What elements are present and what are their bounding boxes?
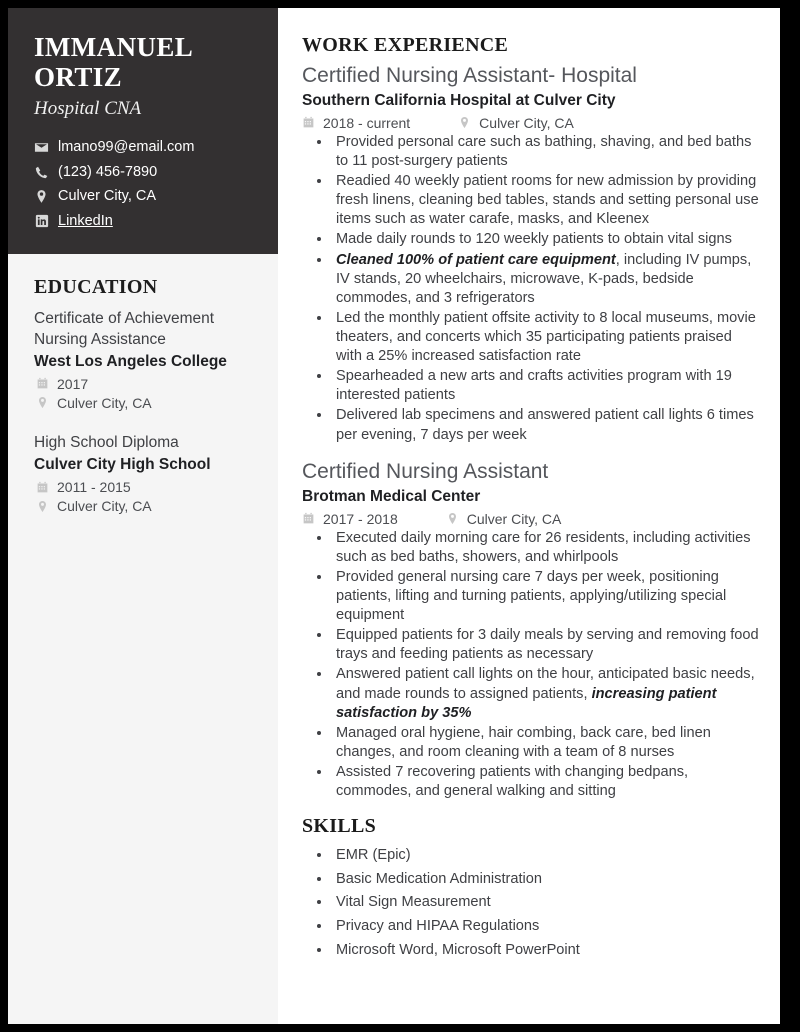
linkedin-icon — [34, 214, 49, 229]
job-employer: Brotman Medical Center — [302, 487, 481, 505]
bullet-post: , including IV pumps, IV stands, 20 wheelchairs, microwave, K-pads, bedside commodes, and 3 refrigerators — [336, 251, 752, 306]
calendar-icon — [36, 377, 49, 390]
candidate-headline: Hospital CNA — [34, 98, 142, 120]
education-location-row — [34, 395, 252, 411]
map-pin-icon — [36, 396, 49, 409]
map-pin-icon — [458, 116, 471, 129]
contact-email[interactable] — [34, 136, 252, 158]
bullet-pre: Answered patient call lights on the hour, anticipated basic needs, and made rounds to assigned patients, — [336, 666, 755, 702]
envelope-icon — [34, 140, 49, 155]
map-pin-icon — [36, 500, 49, 513]
education-location: Culver City, CA — [57, 394, 152, 411]
sidebar-header — [8, 8, 278, 254]
bullet-item — [332, 568, 760, 625]
bullet-post: Readied 40 weekly patient rooms for new admission by providing fresh linens, cleaning bed tables, stands and setting personal use items such as water carafe, masks, and Kleenex — [336, 173, 759, 228]
skill-item: • Privacy and HIPAA Regulations — [332, 915, 760, 939]
contact-linkedin-label: LinkedIn — [58, 212, 113, 229]
bullet-post: Provided general nursing care 7 days per week, positioning patients, lifting and turning patients, applying/utilizing special equipment — [336, 568, 727, 624]
job-role: Certified Nursing Assistant — [302, 459, 549, 483]
job-location: Culver City, CA — [479, 114, 574, 131]
bullet-item — [332, 529, 760, 567]
map-pin-icon — [446, 512, 459, 525]
bullet-item — [332, 665, 760, 722]
education-dates-row — [34, 479, 252, 495]
contact-location-label: Culver City, CA — [58, 188, 157, 205]
bullet-item — [332, 133, 760, 171]
candidate-name: IMMANUEL ORTIZ — [34, 32, 192, 93]
bullet-item — [332, 172, 760, 229]
contact-linkedin[interactable] — [34, 210, 252, 232]
education-section-title: EDUCATION — [34, 276, 158, 299]
education-school: West Los Angeles College — [34, 353, 227, 371]
bullet-item — [332, 763, 760, 801]
education-entry — [34, 309, 252, 411]
sidebar-body — [8, 254, 278, 1024]
resume-page — [8, 8, 780, 1024]
job-entry — [302, 459, 760, 801]
skills-section — [302, 815, 760, 962]
job-role: Certified Nursing Assistant- Hospital — [302, 64, 637, 87]
bullet-item — [332, 230, 760, 249]
contact-location — [34, 185, 252, 207]
work-experience-title: WORK EXPERIENCE — [302, 34, 509, 56]
bullet-item — [332, 406, 760, 444]
education-dates: 2017 — [57, 375, 89, 392]
job-dates: 2018 - current — [323, 114, 411, 131]
job-dates-cell — [302, 511, 398, 527]
job-location-cell — [446, 511, 562, 527]
bullet-item — [332, 626, 760, 664]
education-location-row — [34, 498, 252, 514]
job-bullets — [302, 529, 760, 802]
bullet-emphasis: Cleaned 100% of patient care equipment — [336, 251, 616, 268]
job-location: Culver City, CA — [466, 510, 562, 527]
skill-item: • Basic Medication Administration — [332, 868, 760, 892]
calendar-icon — [302, 116, 315, 129]
bullet-post: Assisted 7 recovering patients with changing bedpans, commodes, and general walking and sitting — [336, 763, 689, 800]
skill-item: • Vital Sign Measurement — [332, 891, 760, 915]
bullet-post: Managed oral hygiene, hair combing, back care, bed linen changes, and room cleaning with a team of 8 nurses — [336, 724, 711, 760]
calendar-icon — [36, 481, 49, 494]
contact-email-label: lmano99@email.com — [58, 139, 195, 156]
bullet-item — [332, 367, 760, 405]
contact-list — [34, 136, 252, 232]
education-degree: Certificate of Achievement Nursing Assistance — [34, 310, 215, 348]
main-column — [278, 8, 780, 1024]
bullet-post: Made daily rounds to 120 weekly patients to obtain vital signs — [336, 231, 732, 248]
calendar-icon — [302, 512, 315, 525]
education-dates: 2011 - 2015 — [57, 479, 131, 496]
job-bullets — [302, 133, 760, 445]
bullet-post: Executed daily morning care for 26 residents, including activities such as bed baths, showers, and whirlpools — [336, 529, 751, 565]
bullet-post: Equipped patients for 3 daily meals by serving and removing food trays and feeding patients as necessary — [336, 627, 759, 663]
skill-item: • Microsoft Word, Microsoft PowerPoint — [332, 939, 760, 963]
bullet-item — [332, 724, 760, 762]
education-degree: High School Diploma — [34, 433, 179, 451]
education-school: Culver City High School — [34, 456, 211, 474]
job-meta-row — [302, 511, 760, 527]
bullet-post: Led the monthly patient offsite activity to 8 local museums, movie theaters, and concerts which 35 participating patients praised with a 25% increased satisfaction rate — [336, 309, 756, 365]
bullet-post: Spearheaded a new arts and crafts activities program with 19 interested patients — [336, 368, 732, 404]
contact-phone[interactable] — [34, 161, 252, 183]
bullet-item — [332, 251, 760, 308]
bullet-post: Provided personal care such as bathing, shaving, and bed baths to 11 post-surgery patients — [336, 133, 752, 170]
skill-item: • EMR (Epic) — [332, 844, 760, 868]
contact-phone-label: (123) 456-7890 — [58, 163, 158, 180]
job-location-cell — [458, 115, 574, 131]
phone-icon — [34, 165, 49, 180]
skills-list — [302, 844, 760, 962]
sidebar — [8, 8, 278, 1024]
job-dates: 2017 - 2018 — [323, 510, 398, 527]
job-entry — [302, 63, 760, 445]
education-entry — [34, 433, 252, 514]
skills-title: SKILLS — [302, 815, 377, 838]
bullet-emphasis: increasing patient satisfaction by 35% — [336, 685, 717, 721]
education-location: Culver City, CA — [57, 498, 152, 515]
education-dates-row — [34, 376, 252, 392]
job-dates-cell — [302, 115, 410, 131]
job-employer: Southern California Hospital at Culver City — [302, 92, 616, 110]
bullet-item — [332, 309, 760, 366]
job-meta-row — [302, 115, 760, 131]
map-pin-icon — [34, 189, 49, 204]
bullet-post: Delivered lab specimens and answered patient call lights 6 times per evening, 7 days per week — [336, 407, 754, 443]
